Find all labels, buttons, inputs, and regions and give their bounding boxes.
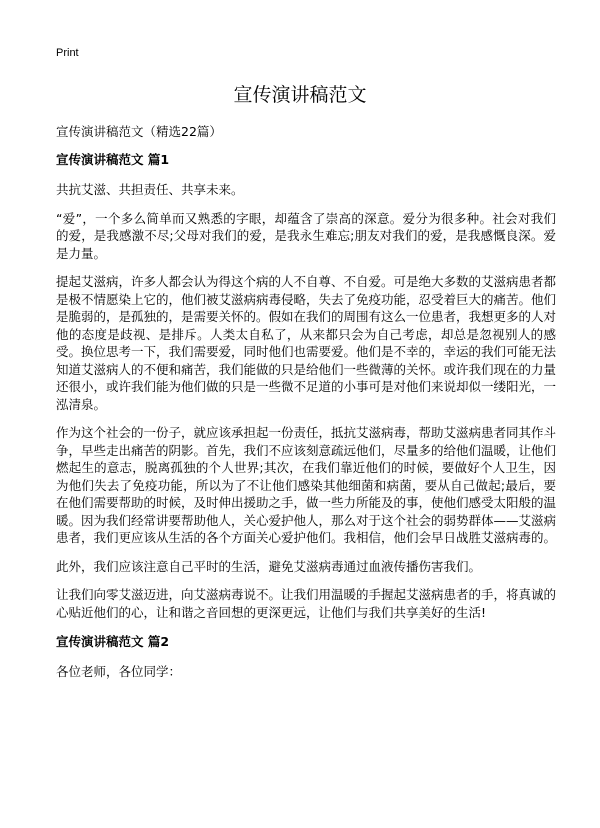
- paragraph: 让我们向零艾滋迈进，向艾滋病毒说不。让我们用温暖的手握起艾滋病患者的手，将真诚的心贴近他们的心，让和谐之音回想的更深更远，让他们与我们共享美好的生活!: [56, 587, 557, 620]
- paragraph: 提起艾滋病，许多人都会认为得这个病的人不自尊、不自爱。可是绝大多数的艾滋病患者都是极不情愿染上它的，他们被艾滋病病毒侵略，失去了免疫功能，忍受着巨大的痛苦。他们是脆弱的，是孤独的，是需要关怀的。假如在我们的周围有这么一位患者，我想更多的人对他的态度是歧视、是排斥。人类太自私了，从来都只会为自己考虑，却总是忽视别人的感受。换位思考一下，我们需要爱，同时他们也需要爱。他们是不幸的，幸运的我们可能无法知道艾滋病人的不便和痛苦，我们能做的只是给他们一些微薄的关怀。或许我们现在的力量还很小，或许我们能为他们做的只是一些微不足道的小事可是对他们来说却似一缕阳光，一泓清泉。: [56, 274, 557, 412]
- page-subtitle: 宣传演讲稿范文（精选22篇）: [56, 124, 222, 139]
- section-heading-2: 宣传演讲稿范文 篇2: [56, 634, 170, 649]
- paragraph: “爱”，一个多么简单而又熟悉的字眼，却蕴含了崇高的深意。爱分为很多种。社会对我们的爱，是我感激不尽;父母对我们的爱，是我永生难忘;朋友对我们的爱，是我感慨良深。爱是力量。: [56, 210, 556, 261]
- paragraph: 各位老师，各位同学：: [56, 664, 182, 679]
- paragraph: 共抗艾滋、共担责任、共享未来。: [56, 182, 244, 197]
- article-body: [56, 150, 556, 692]
- paragraph: 此外，我们应该注意自己平时的生活，避免艾滋病毒通过血液传播伤害我们。: [56, 558, 482, 574]
- paragraph: 作为这个社会的一份子，就应该承担起一份责任，抵抗艾滋病毒，帮助艾滋病患者同其作斗争，早些走出痛苦的阴影。首先，我们不应该刻意疏远他们，尽量多的给他们温暖，让他们燃起生的意志，脱离孤独的个人世界;其次，在我们靠近他们的时候，要做好个人卫生，因为他们失去了免疫功能，所以为了不让他们感染其他细菌和病菌，要从自己做起;最后，要在他们需要帮助的时候，及时伸出援助之手，做一些力所能及的事，使他们感受太阳般的温暖。因为我们经常讲要帮助他人，关心爱护他人，那么对于这个社会的弱势群体——艾滋病患者，我们更应该从生活的各个方面关心爱护他们。我相信，他们会早日战胜艾滋病毒的。: [56, 425, 557, 545]
- print-link[interactable]: Print: [56, 47, 79, 59]
- page-title: 宣传演讲稿范文: [233, 84, 367, 106]
- section-heading-1: 宣传演讲稿范文 篇1: [56, 152, 170, 167]
